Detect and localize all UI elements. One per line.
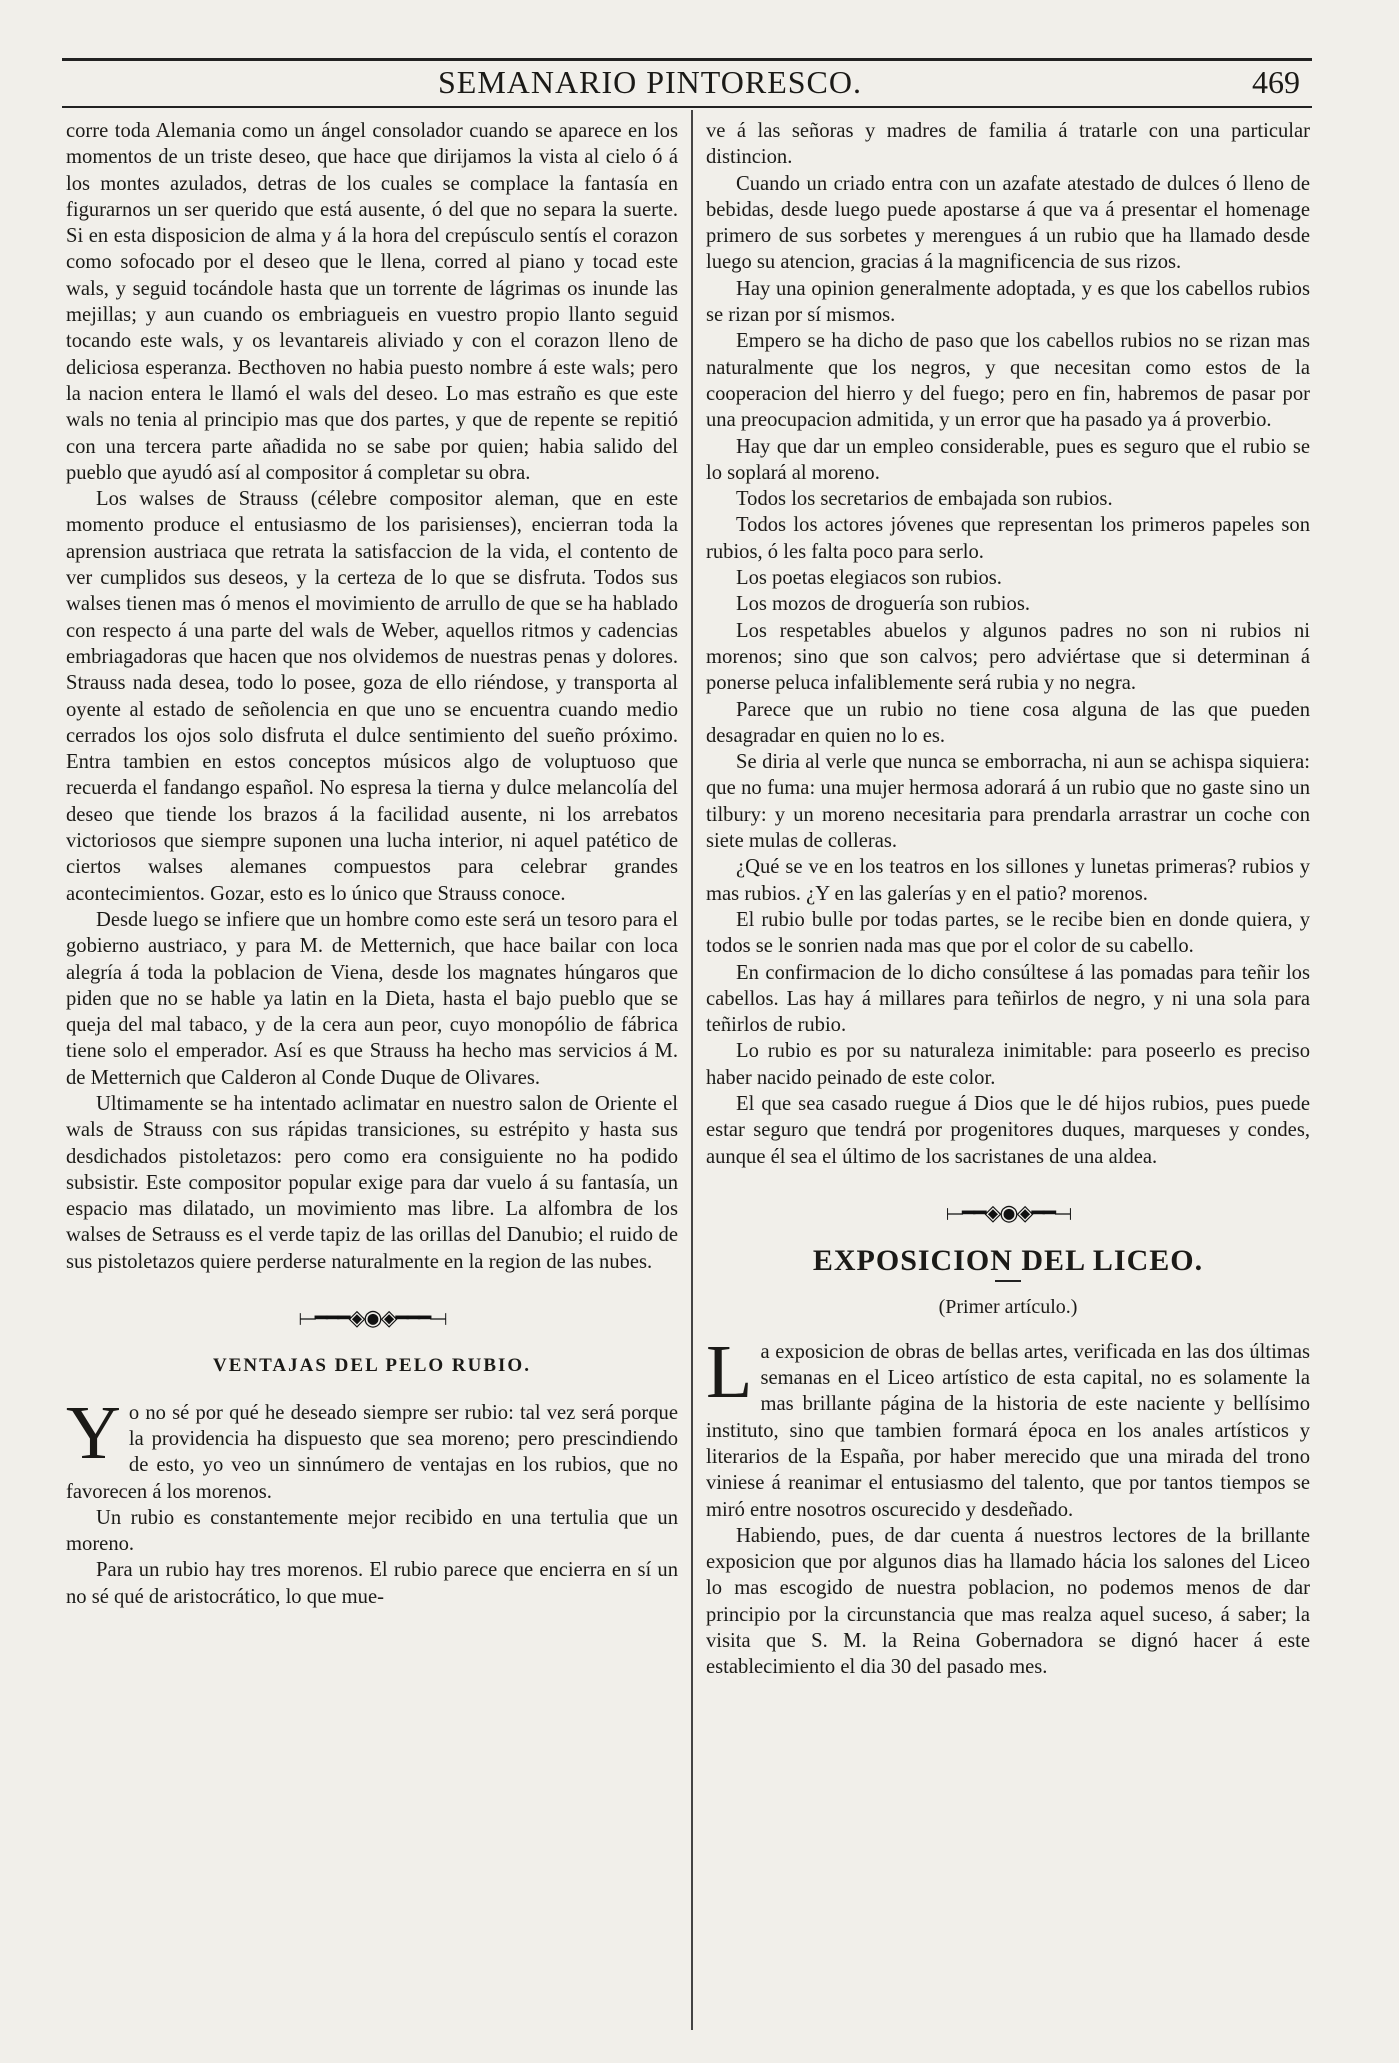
- section-subtitle: (Primer artículo.): [938, 1296, 1078, 1319]
- article-paragraph: Los respetables abuelos y algunos padres no son ni rubios ni morenos; sino que son calvos; pero adviértase que si determinan á ponerse peluca infaliblemente será rubia y no negra.: [706, 619, 1310, 695]
- article-paragraph: Se diria al verle que nunca se emborracha, ni aun se achispa siquiera: que no fuma: una mujer hermosa adorará á un rubio que no gaste sino un tilbury: y un moreno necesitaria para prendarla arrastrar un coche con siete mulas de colleras.: [706, 751, 1310, 853]
- article-paragraph: Para un rubio hay tres morenos. El rubio parece que encierra en sí un no sé qué de aristocrático, lo que mue-: [66, 1559, 678, 1608]
- article-paragraph: El rubio bulle por todas partes, se le recibe bien en donde quiera, y todos se le sonrien nada mas que por el color de su cabello.: [706, 908, 1310, 958]
- article-paragraph: Ultimamente se ha intentado aclimatar en nuestro salon de Oriente el wals de Strauss con sus rápidas transiciones, su estrépito y hasta sus desdichados pistoletazos: pero como era consiguiente no ha podido subsistir. Este compositor popular exige para dar vuelo á su fantasía, un espacio mas dilatado, un movimiento mas libre. La alfombra de los walses de Setrauss es el verde tapiz de las orillas del Danubio; el ruido de sus pistoletazos quiere perderse naturalmente en la region de las nubes.: [66, 1092, 678, 1273]
- article-paragraph: Los walses de Strauss (célebre compositor aleman, que en este momento produce el entusiasmo de los parisienses), encierran toda la aprension austriaca que retrata la satisfaccion de la vida, el contento de ver cumplidos sus deseos, y la certeza de lo que se disfruta. Todos sus walses tienen mas ó menos el movimiento de arrullo de que se ha hablado con respecto á una parte del wals de Weber, aquellos ritmos y cadencias embriagadoras que hacen que nos olvidemos de nuestras penas y dolores. Strauss nada desea, todo lo posee, goza de ello riéndose, y transporta al oyente al estado de señolencia en que uno se encuentra cuando medio cerrados los ojos solo disfruta el dulce sentimiento del sueño próximo. Entra tambien en estos conceptos músicos algo de voluptuoso que recuerda el fandango español. No espresa la tierna y dulce melancolía del deseo que tiende los brazos á la facilidad ausente, ni los arrebatos victoriosos que siempre suponen una lucha interior, ni aquel patético de ciertos walses alemanes compuestos para celebrar grandes acontecimientos. Gozar, esto es lo único que Strauss conoce.: [66, 488, 678, 905]
- section-title: VENTAJAS DEL PELO RUBIO.: [213, 1355, 531, 1377]
- title-rule: [995, 1280, 1021, 1282]
- section-ornament: ⟝━━◈◉◈━━⟞: [945, 1199, 1071, 1225]
- column-divider: [691, 110, 693, 2030]
- page-number: 469: [1252, 64, 1300, 100]
- article-paragraph: Los mozos de droguería son rubios.: [736, 593, 1030, 616]
- article-paragraph: a exposicion de obras de bellas artes, verificada en las dos últimas semanas en el Liceo artístico de esta capital, no es solamente la mas brillante página de la historia de este naciente y bellísimo instituto, sino que tambien formará época en los anales artísticos y literarios de la España, por haber merecido que una mirada del trono viniese á reanimar el entusiasmo del talento, que por tantos tiempos se miró entre nosotros oscurecido y desdeñado.: [706, 1340, 1310, 1521]
- article-paragraph: En confirmacion de lo dicho consúltese á las pomadas para teñir los cabellos. Las hay á millares para teñirlos de negro, y ni una sola para teñirlos de rubio.: [706, 961, 1310, 1037]
- running-title: SEMANARIO PINTORESCO.: [437, 64, 862, 100]
- article-paragraph: Un rubio es constantemente mejor recibido en una tertulia que un moreno.: [66, 1506, 678, 1556]
- article-paragraph: corre toda Alemania como un ángel consolador cuando se aparece en los momentos de un triste deseo, que hace que dirijamos la vista al cielo ó á los montes azulados, detras de los cuales se complace la fantasía en figurarnos un ser querido que está ausente, ó del que no separa la suerte. Si en esta disposicion de alma y á la hora del crepúsculo sentís el corazon como sofocado por el deseo que le llena, corred al piano y tocad este wals, y seguid tocándole hasta que un torrente de lágrimas os inunde las mejillas; y aun cuando os embriagueis en vuestro propio llanto seguid tocando este wals, y os levantareis aliviado y con el corazon lleno de deliciosa esperanza. Becthoven no habia puesto nombre á este wals; pero la nacion entera le llamó el wals del deseo. Lo mas estraño es que este wals no tenia al principio mas que dos partes, y que de repente se repitió con una tercera parte añadida no se sabe por quien; habia salido del pueblo que ayudó así al compositor á completar su obra.: [66, 120, 678, 484]
- article-paragraph: Todos los secretarios de embajada son rubios.: [736, 488, 1113, 511]
- article-paragraph: ¿Qué se ve en los teatros en los sillones y lunetas primeras? rubios y mas rubios. ¿Y en las galerías y en el patio? morenos.: [706, 856, 1310, 905]
- drop-cap: L: [706, 1329, 753, 1414]
- header-rule-top: [62, 58, 1312, 61]
- section-body: [706, 1329, 1310, 1681]
- section-ornament: ⟝━━━◈◉◈━━━⟞: [298, 1305, 446, 1331]
- right-column: [706, 118, 1310, 1681]
- article-paragraph: ve á las señoras y madres de familia á tratarle con una particular distincion.: [706, 120, 1310, 169]
- drop-cap: Y: [66, 1390, 121, 1475]
- section-title: EXPOSICION DEL LICEO.: [812, 1244, 1204, 1278]
- article-paragraph: El que sea casado ruegue á Dios que le dé hijos rubios, pues puede estar seguro que tendrá por progenitores duques, marqueses y condes, aunque él sea el último de los sacristanes de una aldea.: [706, 1092, 1310, 1168]
- article-paragraph: Lo rubio es por su naturaleza inimitable: para poseerlo es preciso haber nacido peinado de este color.: [706, 1040, 1310, 1089]
- article-paragraph: Los poetas elegiacos son rubios.: [736, 567, 1002, 590]
- article-paragraph: Hay una opinion generalmente adoptada, y es que los cabellos rubios se rizan por sí mismos.: [706, 277, 1310, 327]
- article-paragraph: Todos los actores jóvenes que representan los primeros papeles son rubios, ó les falta poco para serlo.: [706, 514, 1310, 563]
- section-body: [66, 1390, 678, 1610]
- article-paragraph: Empero se ha dicho de paso que los cabellos rubios no se rizan mas naturalmente que los negros, y que necesitan como estos de la cooperacion del hierro y del fuego; pero en fin, habremos de pasar por una preocupacion admitida, y un error que ha pasado ya á proverbio.: [706, 330, 1310, 432]
- header-rule-bottom: [62, 106, 1312, 108]
- article-paragraph: Hay que dar un empleo considerable, pues es seguro que el rubio se lo soplará al moreno.: [706, 435, 1310, 484]
- left-column: [66, 118, 678, 1610]
- article-paragraph: o no sé por qué he deseado siempre ser rubio: tal vez será porque la providencia ha dispuesto que sea moreno; pero prescindiendo de esto, yo veo un sinnúmero de ventajas en los rubios, que no favorecen á los morenos.: [66, 1401, 678, 1503]
- article-paragraph: Cuando un criado entra con un azafate atestado de dulces ó lleno de bebidas, desde luego puede apostarse á que va á presentar el homenage primero de sus sorbetes y merengues á un rubio que ha llamado desde luego su atencion, gracias á la magnificencia de sus rizos.: [706, 172, 1310, 274]
- article-paragraph: Parece que un rubio no tiene cosa alguna de las que pueden desagradar en quien no lo es.: [706, 698, 1310, 747]
- article-paragraph: Desde luego se infiere que un hombre como este será un tesoro para el gobierno austriaco, y para M. de Metternich, que hace bailar con loca alegría á toda la poblacion de Viena, desde los magnates húngaros que piden que no se hable ya latin en la Dieta, hasta el bajo pueblo que se queja del mal tabaco, y de la cera aun peor, cuyo monopólio de fábrica tiene solo el emperador. Así es que Strauss ha hecho mas servicios á M. de Metternich que Calderon al Conde Duque de Olivares.: [66, 908, 678, 1089]
- article-paragraph: Habiendo, pues, de dar cuenta á nuestros lectores de la brillante exposicion que por algunos dias ha llamado hácia los salones del Liceo lo mas escogido de nuestra poblacion, no podemos menos de dar principio por la circunstancia que mas realza aquel suceso, á saber; la visita que S. M. la Reina Gobernadora se dignó hacer á este establecimiento el dia 30 del pasado mes.: [706, 1524, 1310, 1679]
